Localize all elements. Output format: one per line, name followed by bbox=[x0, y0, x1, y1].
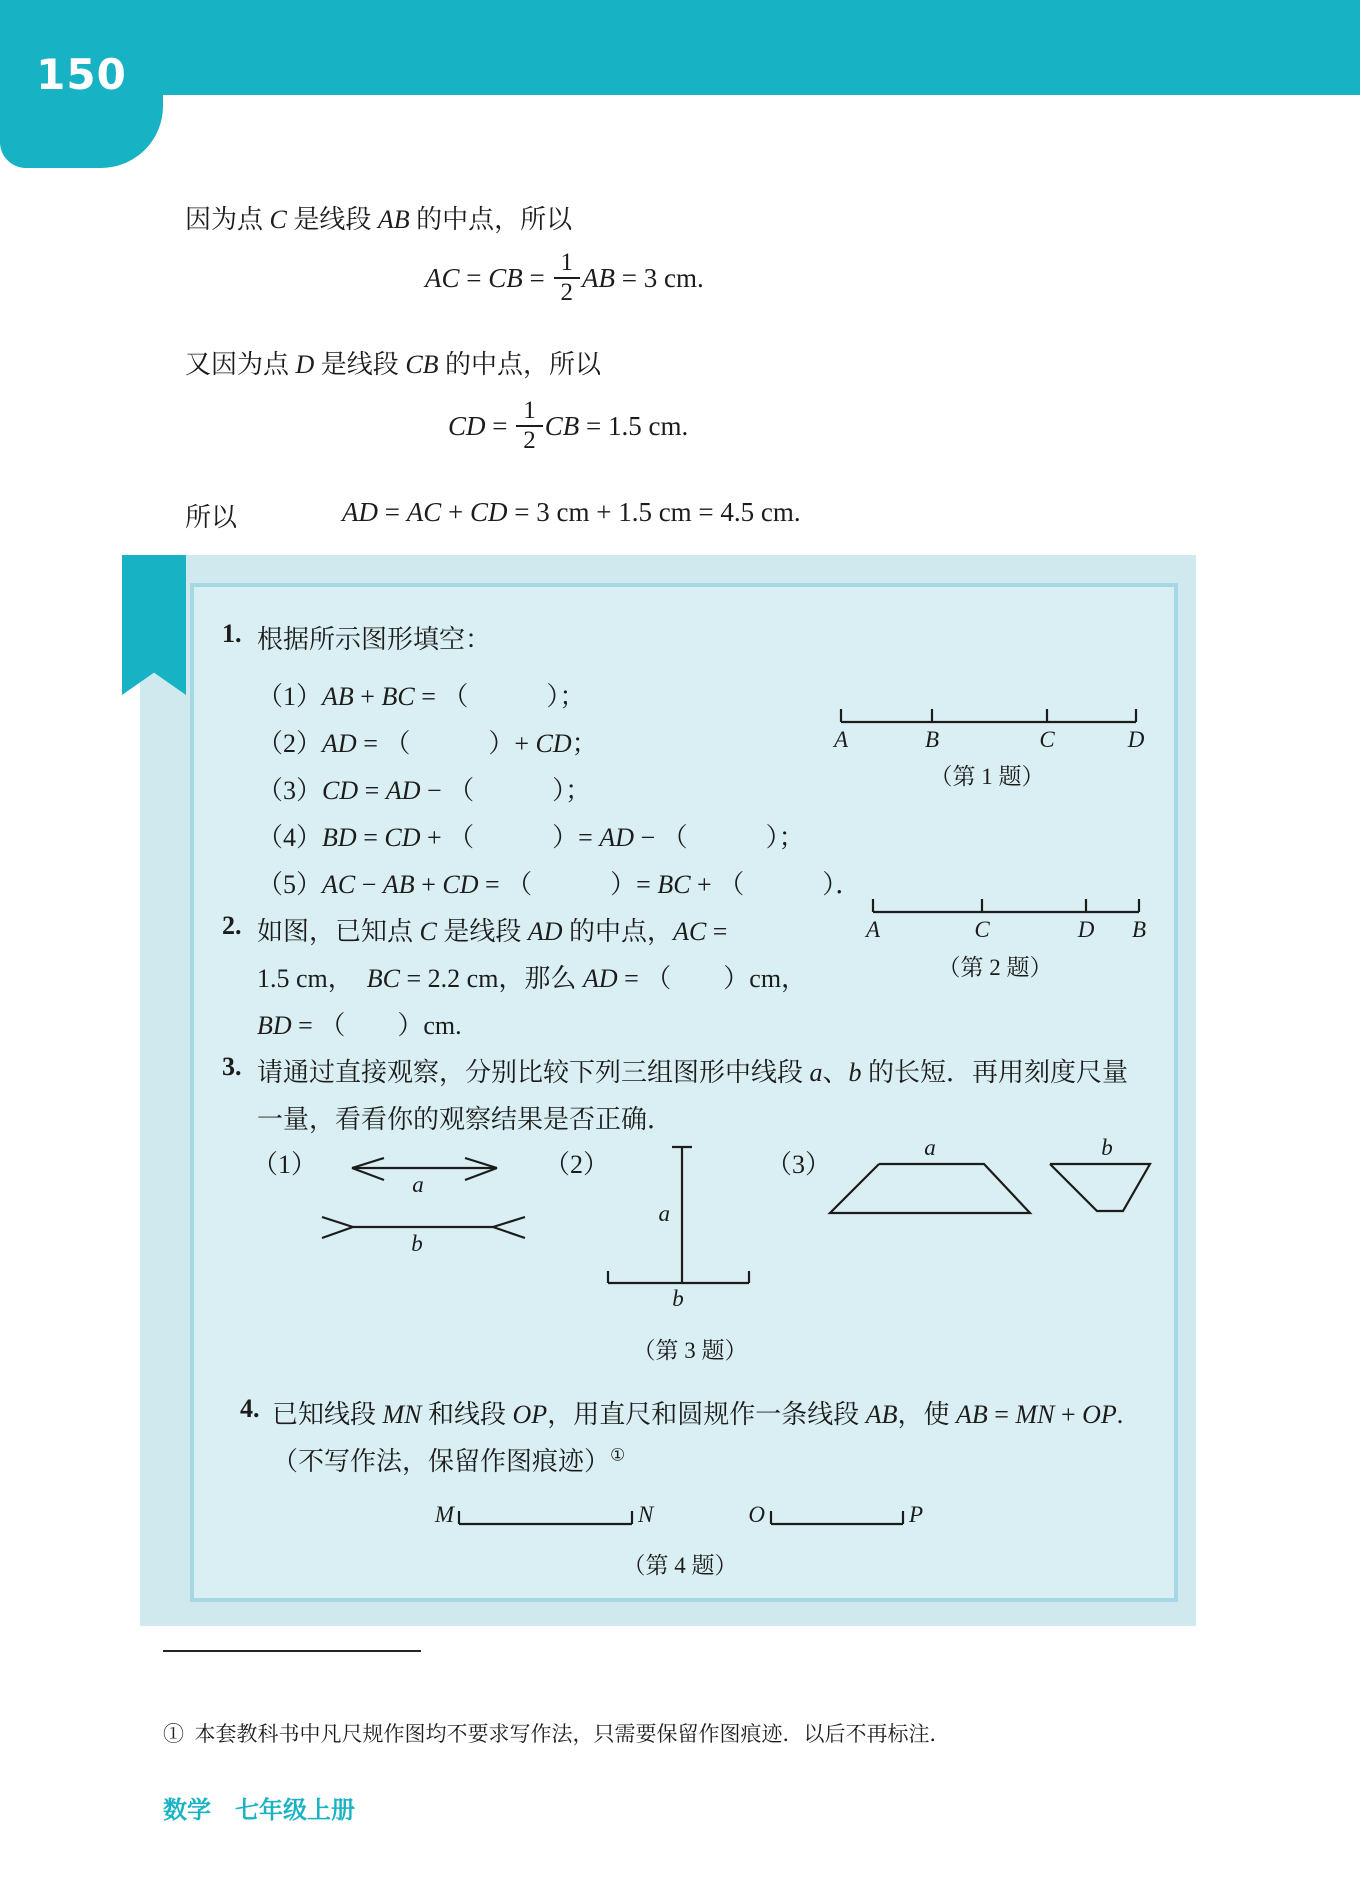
formula-2-pre: CD = bbox=[448, 410, 515, 441]
problem-1-item: （1）AB + BC = （ ）； bbox=[257, 682, 586, 711]
problem-3-line-2: 一量，看看你的观察结果是否正确． bbox=[257, 1105, 674, 1134]
figure-2-segment-diagram bbox=[860, 885, 1160, 947]
point-label: D bbox=[1077, 917, 1095, 942]
point-label: C bbox=[974, 917, 990, 942]
point-label: B bbox=[924, 727, 940, 752]
fraction-numerator: 1 bbox=[554, 250, 581, 279]
figure-3-sub-label-2: （2） bbox=[544, 1150, 610, 1179]
problem-3-line-1: 请通过直接观察，分别比较下列三组图形中线段 a、b 的长短．再用刻度尺量 bbox=[257, 1058, 1129, 1087]
figure-4-caption: （第 4 题） bbox=[622, 1553, 738, 1578]
point-label: O bbox=[748, 1502, 765, 1527]
figure-1-caption: （第 1 题） bbox=[929, 764, 1045, 789]
figure-3-sub-label-3: （3） bbox=[766, 1150, 832, 1179]
point-label: M bbox=[434, 1502, 454, 1527]
formula-1-post: AB = 3 cm. bbox=[582, 262, 704, 293]
segment-label-b: b bbox=[1101, 1135, 1113, 1160]
problem-2-line-2: 1.5 cm， BC = 2.2 cm，那么 AD = （ ）cm， bbox=[257, 964, 808, 993]
problem-4-line-2 bbox=[272, 1441, 625, 1478]
footnote-marker: ① bbox=[610, 1445, 626, 1465]
point-label: P bbox=[909, 1502, 924, 1527]
footnote: ① 本套教科书中凡尺规作图均不要求写作法，只需要保留作图痕迹．以后不再标注． bbox=[163, 1722, 951, 1746]
problem-1-item: （5）AC − AB + CD = （ ）= BC + （ ）． bbox=[257, 870, 862, 899]
fraction-denominator: 2 bbox=[560, 279, 573, 307]
figure-4-segments-diagram bbox=[420, 1495, 940, 1540]
point-label: A bbox=[833, 727, 849, 752]
segment-label-a: a bbox=[412, 1172, 424, 1197]
problem-1-item: （2）AD = （ ）+ CD； bbox=[257, 729, 598, 758]
proof-line-3-label: 所以 bbox=[185, 503, 238, 532]
point-label: N bbox=[638, 1502, 654, 1527]
problem-3-number: 3. bbox=[222, 1052, 242, 1081]
problem-4-line-2-text: （不写作法，保留作图痕迹） bbox=[272, 1447, 611, 1476]
problem-1-number: 1. bbox=[222, 619, 242, 648]
segment-label-a: a bbox=[658, 1201, 670, 1226]
problem-4-line-1: 已知线段 MN 和线段 OP，用直尺和圆规作一条线段 AB，使 AB = MN + OP. bbox=[272, 1400, 1124, 1429]
problem-2-line-3: BD = （ ）cm. bbox=[257, 1011, 462, 1040]
point-label: A bbox=[865, 917, 881, 942]
figure-3-trapezoids-diagram bbox=[810, 1130, 1170, 1225]
header-bar bbox=[0, 0, 1360, 95]
figure-1-segment-diagram bbox=[820, 695, 1160, 757]
problem-4-number: 4. bbox=[240, 1394, 260, 1423]
segment-label-b: b bbox=[672, 1286, 684, 1311]
problem-1-text: 根据所示图形填空： bbox=[257, 625, 492, 654]
segment-label-b: b bbox=[411, 1231, 423, 1255]
figure-2-caption: （第 2 题） bbox=[937, 955, 1053, 980]
figure-3-muller-lyer-diagram bbox=[310, 1140, 540, 1255]
fraction-numerator: 1 bbox=[516, 398, 543, 427]
fraction bbox=[516, 398, 543, 455]
figure-3-vertical-horizontal-diagram bbox=[590, 1140, 770, 1312]
exercise-tab-label: 练 bbox=[17, 596, 47, 631]
problem-2-line-1: 如图，已知点 C 是线段 AD 的中点，AC = bbox=[257, 917, 728, 946]
fraction bbox=[554, 250, 581, 307]
point-label: C bbox=[1039, 727, 1055, 752]
problem-1-item: （3）CD = AD − （ ）； bbox=[257, 776, 592, 805]
book-footer: 数学 七年级上册 bbox=[163, 1796, 355, 1824]
formula-3: AD = AC + CD = 3 cm + 1.5 cm = 4.5 cm. bbox=[342, 497, 801, 527]
point-label: D bbox=[1127, 727, 1145, 752]
proof-line-2: 又因为点 D 是线段 CB 的中点，所以 bbox=[185, 350, 602, 379]
segment-label-a: a bbox=[924, 1135, 936, 1160]
footnote-divider bbox=[163, 1650, 421, 1652]
page-number: 150 bbox=[36, 50, 127, 99]
problem-2-number: 2. bbox=[222, 911, 242, 940]
figure-3-sub-label-1: （1） bbox=[252, 1150, 318, 1179]
formula-1-pre: AC = CB = bbox=[425, 262, 552, 293]
figure-3-caption: （第 3 题） bbox=[632, 1338, 748, 1363]
exercise-tab-label: 习 bbox=[17, 636, 47, 671]
proof-line-1: 因为点 C 是线段 AB 的中点，所以 bbox=[185, 205, 573, 234]
formula-1 bbox=[425, 250, 704, 307]
formula-2-post: CB = 1.5 cm. bbox=[544, 410, 689, 441]
formula-2 bbox=[448, 398, 688, 455]
fraction-denominator: 2 bbox=[523, 427, 536, 455]
point-label: B bbox=[1131, 917, 1147, 942]
problem-1-item: （4）BD = CD + （ ）= AD − （ ）； bbox=[257, 823, 805, 852]
